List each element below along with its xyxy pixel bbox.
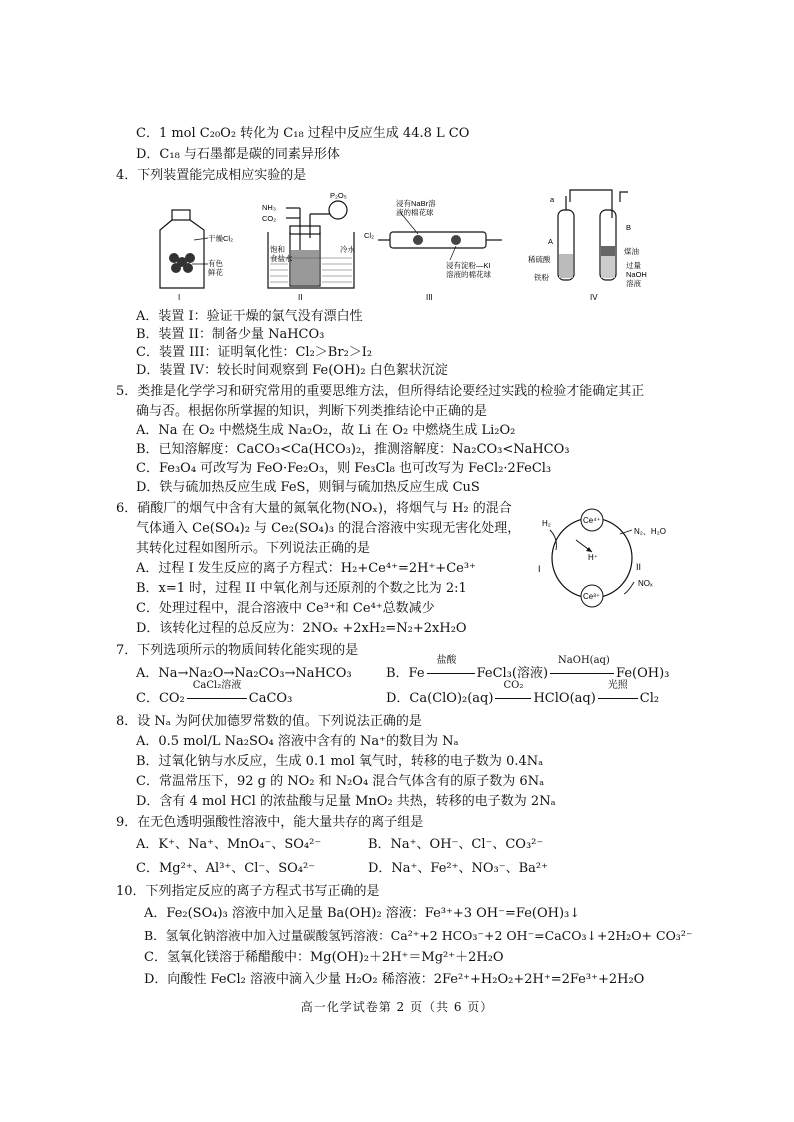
q6-option-a: A．过程 I 发生反应的离子方程式：H₂+Ce⁴⁺=2H⁺+Ce³⁺ [136,561,476,576]
q10-stem: 10．下列指定反应的离子方程式书写正确的是 [116,884,380,899]
q9-stem: 9．在无色透明强酸性溶液中，能大量共存的离子组是 [116,815,424,830]
i-gas-label: 干燥Cl₂ [208,234,233,243]
iv-acid-label: 稀硫酸 [528,255,551,264]
q9-option-b: B．Na⁺、OH⁻、Cl⁻、CO₃²⁻ [368,837,544,852]
i-number: I [178,293,181,302]
process-2-label: II [636,562,642,572]
q3-option-c: C．1 mol C₂₀O₂ 转化为 C₁₈ 过程中反应生成 44.8 L CO [136,126,470,141]
q7-stem: 7．下列选项所示的物质间转化能实现的是 [116,643,359,658]
q9-option-d: D．Na⁺、Fe²⁺、NO₃⁻、Ba²⁺ [368,861,548,876]
q6-option-d: D．该转化过程的总反应为：2NOₓ +2xH₂=N₂+2xH₂O [136,621,467,636]
iv-B-label: B [626,223,632,232]
q10-option-d: D．向酸性 FeCl₂ 溶液中滴入少量 H₂O₂ 稀溶液：2Fe²⁺+H₂O₂+2H⁺=2Fe³⁺+2H₂O [144,972,645,987]
q4-stem: 4．下列装置能完成相应实验的是 [116,168,307,183]
q8-option-c: C．常温常压下，92 g 的 NO₂ 和 N₂O₄ 混合气体含有的原子数为 6Nₐ [136,774,545,789]
q5-option-d: D．铁与硫加热反应生成 FeS，则铜与硫加热反应生成 CuS [136,480,480,495]
q6-stem-line3: 其转化过程如图所示。下列说法正确的是 [136,541,371,556]
process-1-label: I [538,564,541,574]
q7-b-mid: FeCl₃(溶液) [476,666,549,681]
q9-option-c: C．Mg²⁺、Al³⁺、Cl⁻、SO₄²⁻ [136,861,316,876]
q10-option-a: A．Fe₂(SO₄)₃ 溶液中加入足量 Ba(OH)₂ 溶液：Fe³⁺+3 OH⁻=Fe(OH)₃↓ [144,906,581,921]
iv-fe-label: 铁粉 [534,273,549,282]
ce4-label: Ce⁴⁺ [583,516,601,525]
q9-option-a: A．K⁺、Na⁺、MnO₄⁻、SO₄²⁻ [136,837,322,852]
q5-option-a: A．Na 在 O₂ 中燃烧生成 Na₂O₂，故 Li 在 O₂ 中燃烧生成 Li₂O₂ [136,423,516,438]
q4-option-b: B．装置 II：制备少量 NaHCO₃ [136,327,325,342]
ii-p2o5-label: P₂O₅ [330,191,347,200]
ii-nh3-label: NH₃ [262,203,276,212]
q7-b-arrow1: 盐酸 [427,665,475,682]
q6-stem-line1: 6．硝酸厂的烟气中含有大量的氮氧化物(NOₓ)，将烟气与 H₂ 的混合 [116,501,512,516]
ii-brine-label: 饱和食盐水 [270,245,293,263]
q5-stem-line1: 5．类推是化学学习和研究常用的重要思维方法，但所得结论要经过实践的检验才能确定其正 [116,384,645,399]
q8-option-a: A．0.5 mol/L Na₂SO₄ 溶液中含有的 Na⁺的数目为 Nₐ [136,734,459,749]
q3-option-d: D．C₁₈ 与石墨都是碳的同素异形体 [136,147,340,162]
h2-label: H₂ [542,519,551,528]
q7-b-end: Fe(OH)₃ [616,666,670,681]
ii-cold-label: 冷水 [340,245,355,254]
q4-option-a: A．装置 I：验证干燥的氯气没有漂白性 [136,309,363,324]
iii-number: III [426,293,433,302]
i-flower-label: 有色鲜花 [208,259,223,277]
q4-apparatus-figure [150,188,670,306]
q6-option-c: C．处理过程中，混合溶液中 Ce³⁺和 Ce⁴⁺总数减少 [136,601,435,616]
iv-naoh-label: 过量 NaOH 溶液 [626,261,647,288]
iv-a-label: a [550,195,555,204]
iv-A-label: A [548,237,554,246]
q8-option-b: B．过氧化钠与水反应，生成 0.1 mol 氧气时，转移的电子数为 0.4Nₐ [136,754,544,769]
ii-number: II [298,293,303,302]
q7-option-d: D．Ca(ClO)₂(aq) CO₂ HClO(aq) 光照 Cl₂ [386,680,660,706]
q7-option-a: A．Na→Na₂O→Na₂CO₃→NaHCO₃ [136,666,352,681]
q10-option-b: B．氢氧化钠溶液中加入过量碳酸氢钙溶液：Ca²⁺+2 HCO₃⁻+2 OH⁻=CaCO₃↓+2H₂O+ CO₃²⁻ [144,928,693,943]
q10-option-c: C．氢氧化镁溶于稀醋酸中：Mg(OH)₂＋2H⁺＝Mg²⁺＋2H₂O [144,950,504,965]
apparatus-drawing [150,188,670,306]
products-label: N₂、H₂O [634,527,666,536]
q6-cycle-diagram [536,504,686,612]
ce3-label: Ce³⁺ [583,592,601,601]
q5-option-c: C．Fe₃O₄ 可改写为 FeO·Fe₂O₃，则 Fe₃Cl₈ 也可改写为 FeCl₂·2FeCl₃ [136,461,552,476]
q6-option-b: B．x=1 时，过程 II 中氧化剂与还原剂的个数之比为 2:1 [136,581,467,596]
q6-stem-line2: 气体通入 Ce(SO₄)₂ 与 Ce₂(SO₄)₃ 的混合溶液中实现无害化处理， [136,521,521,536]
q7-option-c: C．CO₂ CaCl₂溶液 CaCO₃ [136,680,293,706]
q8-stem: 8．设 Nₐ 为阿伏加德罗常数的值。下列说法正确的是 [116,714,422,729]
page-footer: 高一化学试卷第 2 页（共 6 页） [300,1000,494,1014]
q4-option-c: C．装置 III：证明氧化性：Cl₂＞Br₂＞I₂ [136,345,373,360]
q8-option-d: D．含有 4 mol HCl 的浓盐酸与足量 MnO₂ 共热，转移的电子数为 2Nₐ [136,794,556,809]
iii-top-label: 浸有NaBr溶液的棉花球 [396,199,436,217]
q7-b-start: B．Fe [386,666,425,681]
iii-cl2-label: Cl₂ [364,231,374,240]
hplus-label: H⁺ [588,553,598,562]
ii-co2-label: CO₂ [262,214,277,223]
q7-b-arrow2: NaOH(aq) [550,665,614,682]
nox-label: NOₓ [638,579,653,588]
q4-option-d: D．装置 IV：较长时间观察到 Fe(OH)₂ 白色絮状沉淀 [136,363,448,378]
q5-stem-line2: 确与否。根据你所掌握的知识，判断下列类推结论中正确的是 [136,404,488,419]
iii-bottom-label: 浸有淀粉—KI 溶液的棉花球 [446,261,491,279]
q5-option-b: B．已知溶解度：CaCO₃<Ca(HCO₃)₂，推测溶解度：Na₂CO₃<NaHCO₃ [136,442,570,457]
iv-number: IV [590,293,598,302]
iv-oil-label: 煤油 [624,247,639,256]
